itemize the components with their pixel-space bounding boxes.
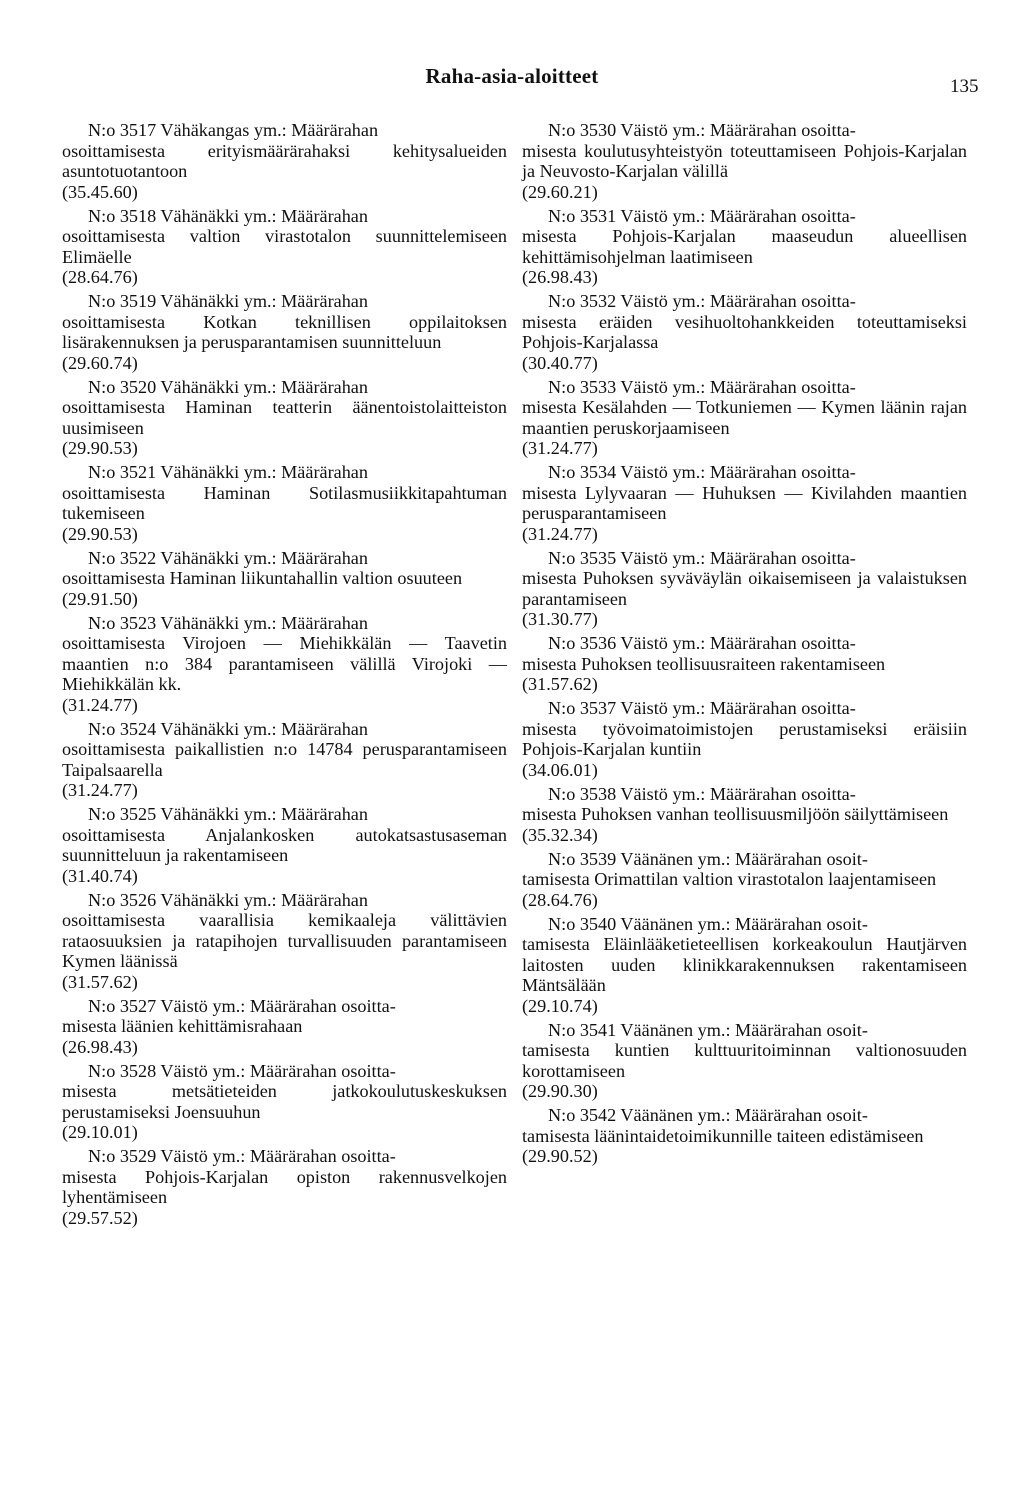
motion-heading: N:o 3530 Väistö ym.: Määrärahan osoitta- bbox=[548, 120, 856, 140]
motion-text: osoittamisesta vaarallisia kemikaaleja välittävien rataosuuksien ja ratapihojen turvallisuuden parantamiseen Kymen läänissä bbox=[62, 910, 507, 971]
motion-entry bbox=[522, 1105, 967, 1167]
motion-heading: N:o 3535 Väistö ym.: Määrärahan osoitta- bbox=[548, 547, 856, 568]
budget-code: (31.57.62) bbox=[62, 971, 138, 992]
motion-entry bbox=[522, 462, 967, 544]
budget-code: (29.90.30) bbox=[522, 1081, 598, 1101]
motion-text: tamisesta kuntien kulttuuritoiminnan valtionosuuden korottamiseen bbox=[522, 1040, 967, 1081]
motion-heading: N:o 3529 Väistö ym.: Määrärahan osoitta- bbox=[88, 1146, 396, 1166]
motion-heading: N:o 3518 Vähänäkki ym.: Määrärahan bbox=[88, 205, 368, 226]
budget-code: (29.91.50) bbox=[62, 588, 138, 609]
motion-text: misesta Pohjois-Karjalan maaseudun alueellisen kehittämisohjelman laatimiseen bbox=[522, 226, 967, 267]
motion-heading: N:o 3525 Vähänäkki ym.: Määrärahan bbox=[88, 804, 368, 824]
motion-text: misesta Pohjois-Karjalan opiston rakennusvelkojen lyhentämiseen bbox=[62, 1166, 507, 1207]
motion-heading: N:o 3536 Väistö ym.: Määrärahan osoitta- bbox=[548, 633, 856, 653]
motion-heading: N:o 3533 Väistö ym.: Määrärahan osoitta- bbox=[548, 376, 856, 397]
motion-entry bbox=[62, 804, 507, 886]
motion-text: misesta koulutusyhteistyön toteuttamiseen Pohjois-Karjalan ja Neuvosto-Karjalan välillä bbox=[522, 140, 967, 181]
page-number: 135 bbox=[950, 76, 979, 97]
motion-entry bbox=[62, 377, 507, 459]
motion-entry bbox=[522, 849, 967, 911]
motion-entry bbox=[522, 291, 967, 373]
motion-heading: N:o 3542 Väänänen ym.: Määrärahan osoit- bbox=[548, 1105, 868, 1125]
budget-code: (31.30.77) bbox=[522, 609, 598, 629]
right-column bbox=[522, 120, 967, 1170]
motion-heading: N:o 3531 Väistö ym.: Määrärahan osoitta- bbox=[548, 205, 856, 226]
motion-entry bbox=[62, 120, 507, 202]
budget-code: (34.06.01) bbox=[522, 759, 598, 780]
motion-text: osoittamisesta Kotkan teknillisen oppilaitoksen lisärakennuksen ja perusparantamisen suunnitteluun bbox=[62, 311, 507, 352]
budget-code: (35.32.34) bbox=[522, 824, 598, 845]
motion-entry bbox=[62, 291, 507, 373]
motion-entry bbox=[522, 120, 967, 202]
motion-text: misesta Puhoksen vanhan teollisuusmiljöön säilyttämiseen bbox=[522, 804, 949, 824]
budget-code: (29.10.01) bbox=[62, 1122, 138, 1142]
budget-code: (26.98.43) bbox=[522, 267, 598, 287]
motion-text: misesta Kesälahden — Totkuniemen — Kymen läänin rajan maantien peruskorjaamiseen bbox=[522, 397, 967, 438]
budget-code: (29.10.74) bbox=[522, 995, 598, 1016]
motion-entry bbox=[522, 633, 967, 695]
motion-entry bbox=[62, 1146, 507, 1228]
motion-text: misesta Lylyvaaran — Huhuksen — Kivilahden maantien perusparantamiseen bbox=[522, 482, 967, 523]
motion-text: tamisesta Orimattilan valtion virastotalon laajentamiseen bbox=[522, 869, 937, 889]
motion-text: tamisesta läänintaidetoimikunnille taiteen edistämiseen bbox=[522, 1125, 924, 1146]
motion-entry bbox=[62, 719, 507, 801]
motion-text: misesta Puhoksen syväväylän oikaisemiseen ja valaistuksen parantamiseen bbox=[522, 568, 967, 609]
motion-entry bbox=[62, 890, 507, 993]
motion-text: misesta eräiden vesihuoltohankkeiden toteuttamiseksi Pohjois-Karjalassa bbox=[522, 311, 967, 352]
motion-text: misesta läänien kehittämisrahaan bbox=[62, 1016, 303, 1036]
motion-heading: N:o 3527 Väistö ym.: Määrärahan osoitta- bbox=[88, 995, 396, 1016]
budget-code: (28.64.76) bbox=[522, 889, 598, 910]
motion-entry bbox=[522, 698, 967, 780]
motion-text: misesta Puhoksen teollisuusraiteen rakentamiseen bbox=[522, 653, 886, 674]
motion-entry bbox=[522, 784, 967, 846]
motion-heading: N:o 3524 Vähänäkki ym.: Määrärahan bbox=[88, 718, 368, 739]
budget-code: (31.40.74) bbox=[62, 865, 138, 886]
motion-entry bbox=[62, 613, 507, 716]
motion-text: tamisesta Eläinlääketieteellisen korkeakoulun Hautjärven laitosten uuden klinikkarakennuksen rakentamiseen Mäntsälään bbox=[522, 934, 967, 995]
motion-text: osoittamisesta Virojoen — Miehikkälän — Taavetin maantien n:o 384 parantamiseen välillä Virojoki — Miehikkälän kk. bbox=[62, 633, 507, 694]
motion-text: osoittamisesta Haminan teatterin äänentoistolaitteiston uusimiseen bbox=[62, 397, 507, 438]
budget-code: (29.90.52) bbox=[522, 1146, 598, 1166]
budget-code: (29.57.52) bbox=[62, 1207, 138, 1228]
budget-code: (35.45.60) bbox=[62, 181, 138, 202]
motion-text: osoittamisesta Haminan liikuntahallin valtion osuuteen bbox=[62, 568, 463, 588]
motion-entry bbox=[522, 1020, 967, 1102]
motion-entry bbox=[62, 996, 507, 1058]
running-title: Raha-asia-aloitteet bbox=[425, 64, 599, 88]
motion-heading: N:o 3537 Väistö ym.: Määrärahan osoitta- bbox=[548, 698, 856, 718]
motion-heading: N:o 3526 Vähänäkki ym.: Määrärahan bbox=[88, 889, 368, 910]
budget-code: (29.90.53) bbox=[62, 523, 138, 544]
motion-entry bbox=[62, 548, 507, 610]
motion-heading: N:o 3540 Väänänen ym.: Määrärahan osoit- bbox=[548, 913, 868, 934]
budget-code: (31.24.77) bbox=[522, 523, 598, 544]
budget-code: (30.40.77) bbox=[522, 352, 598, 373]
motion-entry bbox=[62, 206, 507, 288]
motion-text: osoittamisesta paikallistien n:o 14784 perusparantamiseen Taipalsaarella bbox=[62, 739, 507, 780]
budget-code: (28.64.76) bbox=[62, 267, 138, 287]
budget-code: (29.90.53) bbox=[62, 438, 138, 458]
motion-entry bbox=[522, 914, 967, 1017]
motion-text: osoittamisesta erityismäärärahaksi kehitysalueiden asuntotuotantoon bbox=[62, 140, 507, 181]
motion-heading: N:o 3541 Väänänen ym.: Määrärahan osoit- bbox=[548, 1019, 868, 1040]
motion-heading: N:o 3517 Vähäkangas ym.: Määrärahan bbox=[88, 120, 379, 140]
budget-code: (29.60.74) bbox=[62, 352, 138, 373]
left-column bbox=[62, 120, 507, 1232]
motion-heading: N:o 3522 Vähänäkki ym.: Määrärahan bbox=[88, 547, 368, 568]
motion-entry bbox=[522, 206, 967, 288]
motion-heading: N:o 3519 Vähänäkki ym.: Määrärahan bbox=[88, 291, 368, 311]
budget-code: (31.24.77) bbox=[62, 694, 138, 715]
motion-text: osoittamisesta valtion virastotalon suunnittelemiseen Elimäelle bbox=[62, 226, 507, 267]
budget-code: (29.60.21) bbox=[522, 181, 598, 202]
motion-text: misesta työvoimatoimistojen perustamiseksi eräisiin Pohjois-Karjalan kuntiin bbox=[522, 718, 967, 759]
motion-text: osoittamisesta Haminan Sotilasmusiikkitapahtuman tukemiseen bbox=[62, 482, 507, 523]
motion-heading: N:o 3523 Vähänäkki ym.: Määrärahan bbox=[88, 612, 368, 633]
motion-heading: N:o 3534 Väistö ym.: Määrärahan osoitta- bbox=[548, 462, 856, 482]
motion-heading: N:o 3538 Väistö ym.: Määrärahan osoitta- bbox=[548, 783, 856, 804]
motion-text: osoittamisesta Anjalankosken autokatsastusaseman suunnitteluun ja rakentamiseen bbox=[62, 824, 507, 865]
budget-code: (31.24.77) bbox=[62, 780, 138, 800]
motion-heading: N:o 3521 Vähänäkki ym.: Määrärahan bbox=[88, 462, 368, 482]
budget-code: (31.57.62) bbox=[522, 674, 598, 694]
motion-heading: N:o 3520 Vähänäkki ym.: Määrärahan bbox=[88, 376, 368, 397]
motion-heading: N:o 3539 Väänänen ym.: Määrärahan osoit- bbox=[548, 848, 868, 869]
motion-heading: N:o 3528 Väistö ym.: Määrärahan osoitta- bbox=[88, 1060, 396, 1081]
motion-entry bbox=[522, 548, 967, 630]
motion-text: misesta metsätieteiden jatkokoulutuskeskuksen perustamiseksi Joensuuhun bbox=[62, 1081, 507, 1122]
motion-entry bbox=[62, 1061, 507, 1143]
budget-code: (26.98.43) bbox=[62, 1036, 138, 1057]
motion-heading: N:o 3532 Väistö ym.: Määrärahan osoitta- bbox=[548, 291, 856, 311]
budget-code: (31.24.77) bbox=[522, 438, 598, 458]
motion-entry bbox=[522, 377, 967, 459]
motion-entry bbox=[62, 462, 507, 544]
